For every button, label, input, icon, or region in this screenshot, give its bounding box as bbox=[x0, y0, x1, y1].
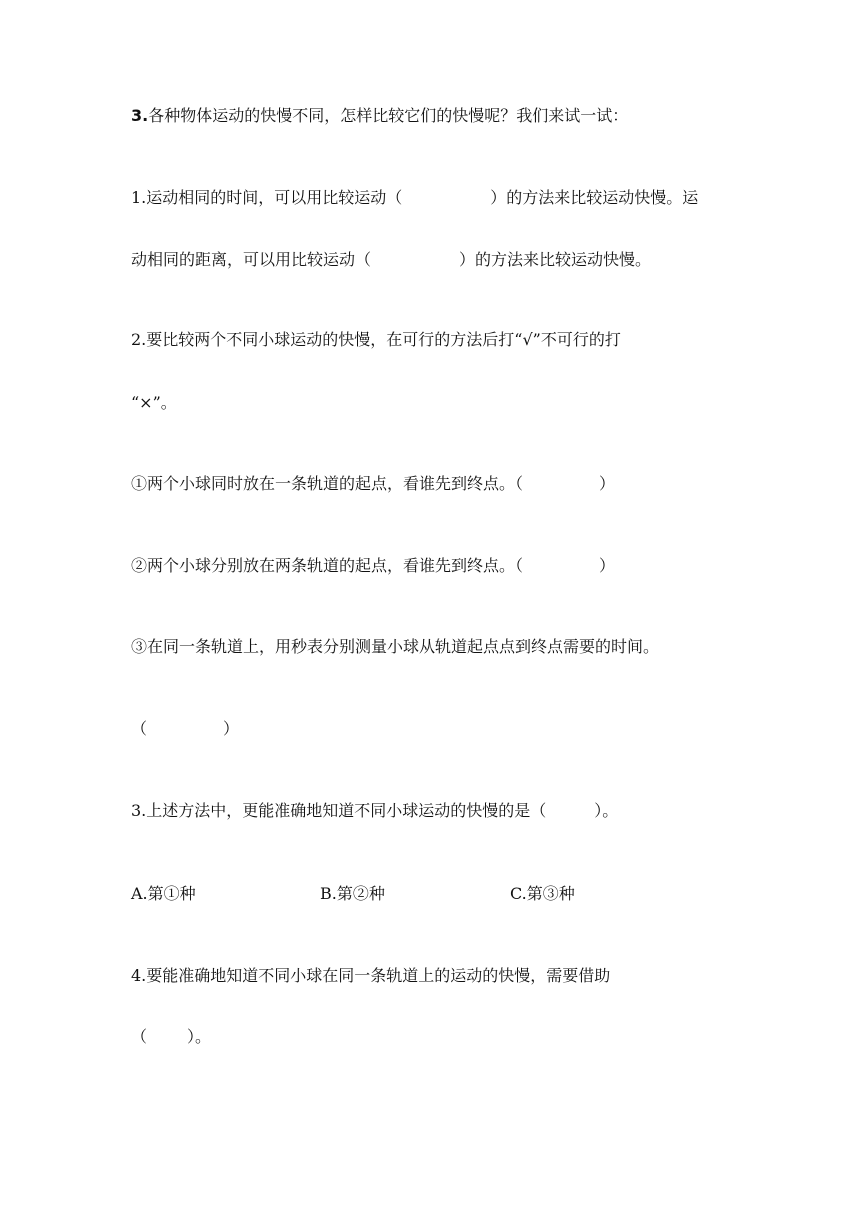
question-1-text-b: ）的方法来比较运动快慢。运 bbox=[490, 188, 699, 207]
option-c[interactable]: C.第③种 bbox=[510, 884, 575, 903]
question-1-line-1 bbox=[131, 188, 698, 208]
question-3-close: ）。 bbox=[594, 801, 619, 820]
question-3-text: 3.上述方法中，更能准确地知道不同小球运动的快慢的是（ bbox=[131, 801, 547, 820]
item-1-text: ①两个小球同时放在一条轨道的起点，看谁先到终点。（ bbox=[131, 474, 524, 493]
question-2-item-3-answer bbox=[131, 719, 239, 739]
option-b[interactable]: B.第②种 bbox=[320, 884, 385, 903]
question-3-options bbox=[131, 884, 731, 904]
question-2-line-1: 2.要比较两个不同小球运动的快慢，在可行的方法后打“√”不可行的打 bbox=[131, 330, 621, 349]
question-4-close: ）。 bbox=[187, 1027, 212, 1046]
question-2-item-2 bbox=[131, 556, 615, 576]
item-2-close: ） bbox=[599, 556, 616, 575]
item-2-text: ②两个小球分别放在两条轨道的起点，看谁先到终点。（ bbox=[131, 556, 524, 575]
section-title bbox=[131, 106, 628, 126]
question-3 bbox=[131, 801, 618, 821]
item-3-open: （ bbox=[131, 719, 148, 738]
question-2-item-3: ③在同一条轨道上，用秒表分别测量小球从轨道起点点到终点需要的时间。 bbox=[131, 637, 660, 656]
question-4-line-1: 4.要能准确地知道不同小球在同一条轨道上的运动的快慢，需要借助 bbox=[131, 966, 611, 985]
section-title-text: 各种物体运动的快慢不同，怎样比较它们的快慢呢？我们来试一试： bbox=[148, 106, 629, 125]
question-2-item-1 bbox=[131, 474, 615, 494]
question-1-line-2 bbox=[131, 250, 651, 270]
option-a[interactable]: A.第①种 bbox=[131, 884, 196, 903]
item-3-close: ） bbox=[223, 719, 240, 738]
question-4-open: （ bbox=[131, 1027, 148, 1046]
section-number: 3. bbox=[131, 106, 149, 125]
question-2-line-2: “×”。 bbox=[131, 393, 177, 412]
item-1-close: ） bbox=[599, 474, 616, 493]
question-4-line-2 bbox=[131, 1027, 211, 1047]
question-1-text-a: 1.运动相同的时间，可以用比较运动（ bbox=[131, 188, 403, 207]
question-1-text-d: ）的方法来比较运动快慢。 bbox=[459, 250, 652, 269]
question-1-text-c: 动相同的距离，可以用比较运动（ bbox=[131, 250, 372, 269]
